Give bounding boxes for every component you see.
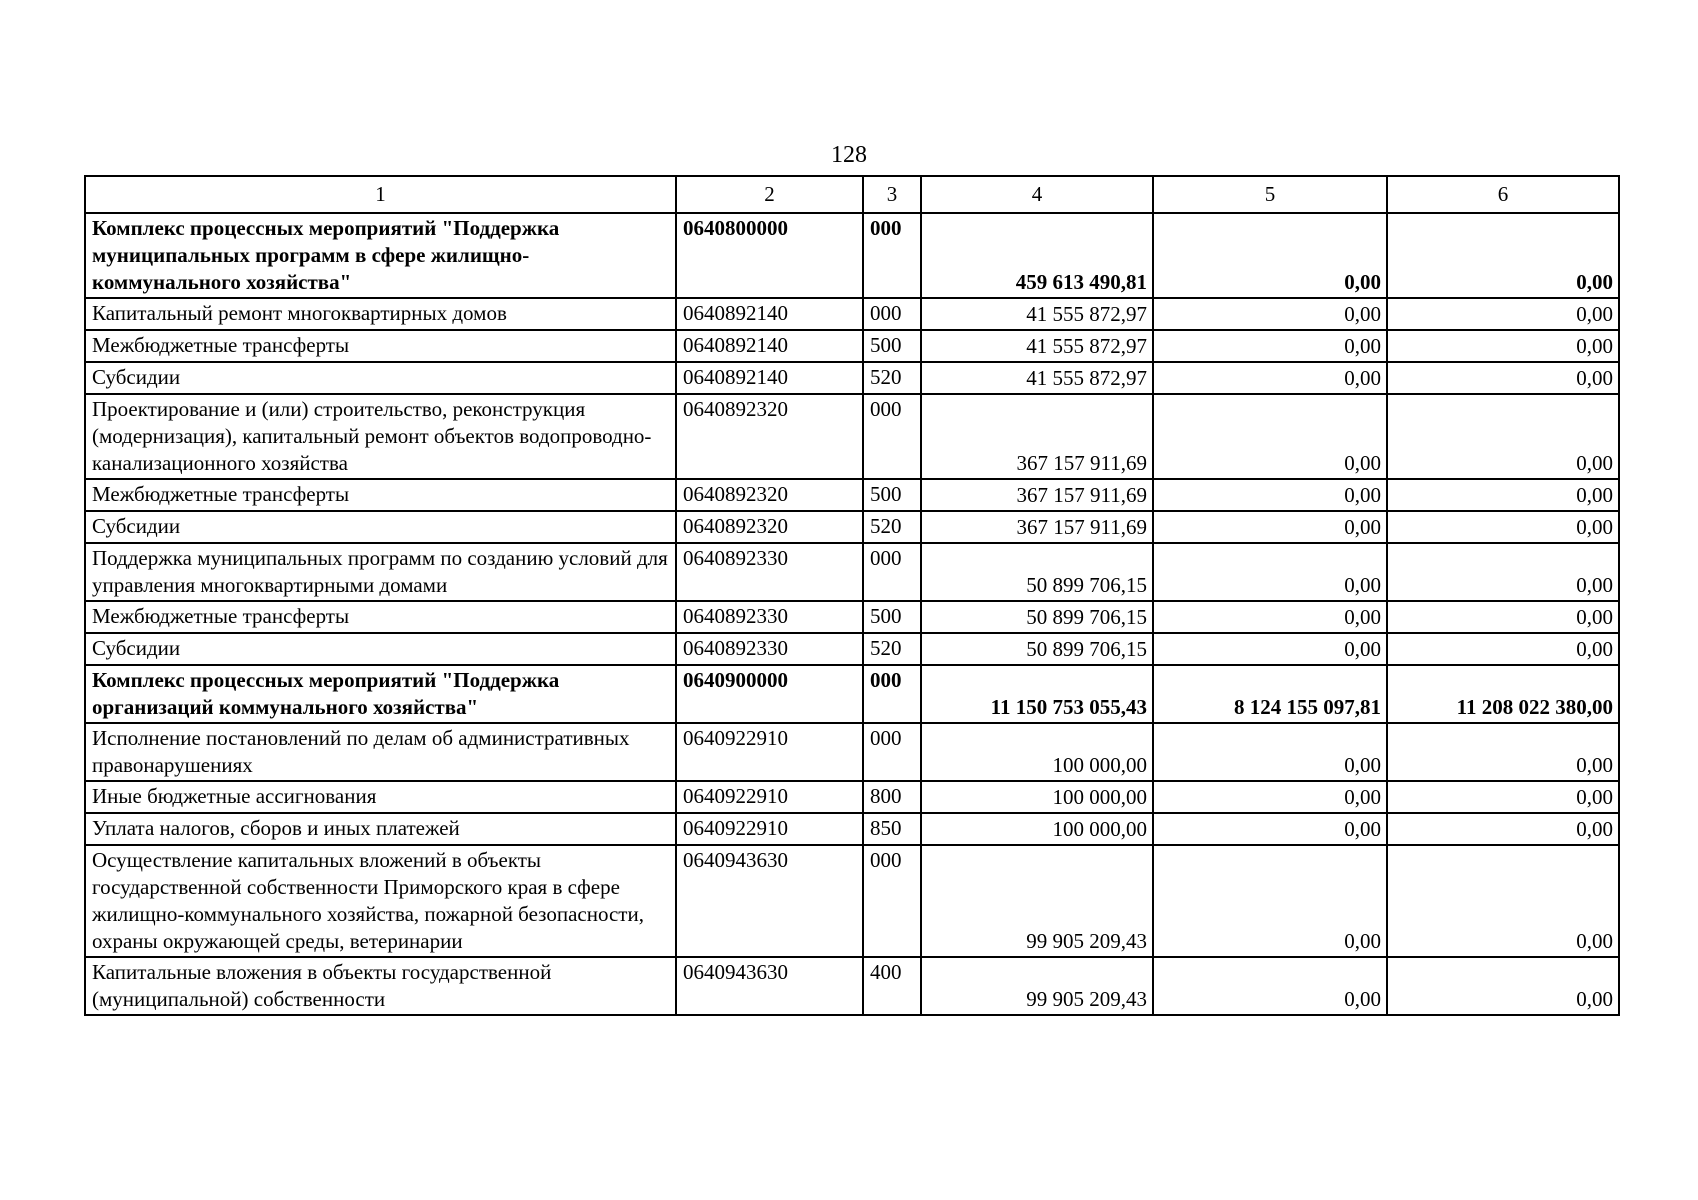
row-value-6: 0,00 <box>1387 330 1619 362</box>
row-type: 000 <box>863 213 921 298</box>
row-value-6: 0,00 <box>1387 479 1619 511</box>
row-value-6: 0,00 <box>1387 213 1619 298</box>
row-type: 400 <box>863 957 921 1015</box>
row-value-5: 8 124 155 097,81 <box>1153 665 1387 723</box>
table-row <box>85 723 1619 781</box>
row-name: Капитальный ремонт многоквартирных домов <box>85 298 676 330</box>
row-value-5: 0,00 <box>1153 633 1387 665</box>
table-header <box>85 176 1619 213</box>
row-value-4: 459 613 490,81 <box>921 213 1153 298</box>
row-value-4: 11 150 753 055,43 <box>921 665 1153 723</box>
row-code: 0640892320 <box>676 479 863 511</box>
row-type: 850 <box>863 813 921 845</box>
row-code: 0640800000 <box>676 213 863 298</box>
table-row <box>85 213 1619 298</box>
row-value-4: 367 157 911,69 <box>921 394 1153 479</box>
row-value-6: 0,00 <box>1387 601 1619 633</box>
row-name: Субсидии <box>85 511 676 543</box>
row-type: 000 <box>863 394 921 479</box>
row-type: 000 <box>863 723 921 781</box>
row-type: 500 <box>863 601 921 633</box>
row-name: Комплекс процессных мероприятий "Поддержка муниципальных программ в сфере жилищно-коммунального хозяйства" <box>85 213 676 298</box>
row-value-4: 99 905 209,43 <box>921 957 1153 1015</box>
table-row <box>85 511 1619 543</box>
row-name: Исполнение постановлений по делам об административных правонарушениях <box>85 723 676 781</box>
row-value-5: 0,00 <box>1153 330 1387 362</box>
table-row <box>85 813 1619 845</box>
row-value-4: 100 000,00 <box>921 723 1153 781</box>
table-row <box>85 543 1619 601</box>
table-row <box>85 633 1619 665</box>
row-value-6: 0,00 <box>1387 298 1619 330</box>
row-code: 0640900000 <box>676 665 863 723</box>
row-value-6: 0,00 <box>1387 845 1619 957</box>
row-value-5: 0,00 <box>1153 213 1387 298</box>
row-code: 0640892140 <box>676 298 863 330</box>
row-value-6: 0,00 <box>1387 723 1619 781</box>
row-code: 0640922910 <box>676 781 863 813</box>
row-code: 0640892140 <box>676 330 863 362</box>
row-code: 0640892330 <box>676 633 863 665</box>
row-value-5: 0,00 <box>1153 511 1387 543</box>
row-code: 0640892140 <box>676 362 863 394</box>
table-row <box>85 330 1619 362</box>
row-name: Проектирование и (или) строительство, реконструкция (модернизация), капитальный ремонт объектов водопроводно-канализационного хозяйства <box>85 394 676 479</box>
row-value-5: 0,00 <box>1153 543 1387 601</box>
row-value-5: 0,00 <box>1153 362 1387 394</box>
row-value-6: 0,00 <box>1387 394 1619 479</box>
row-code: 0640943630 <box>676 957 863 1015</box>
row-type: 800 <box>863 781 921 813</box>
row-name: Иные бюджетные ассигнования <box>85 781 676 813</box>
row-value-6: 0,00 <box>1387 633 1619 665</box>
row-value-6: 0,00 <box>1387 511 1619 543</box>
row-value-4: 367 157 911,69 <box>921 479 1153 511</box>
row-value-5: 0,00 <box>1153 957 1387 1015</box>
row-name: Субсидии <box>85 633 676 665</box>
table-row <box>85 665 1619 723</box>
row-type: 520 <box>863 633 921 665</box>
row-code: 0640943630 <box>676 845 863 957</box>
row-code: 0640892330 <box>676 543 863 601</box>
row-value-4: 41 555 872,97 <box>921 330 1153 362</box>
row-value-5: 0,00 <box>1153 601 1387 633</box>
row-value-4: 50 899 706,15 <box>921 601 1153 633</box>
row-name: Межбюджетные трансферты <box>85 601 676 633</box>
row-value-4: 50 899 706,15 <box>921 543 1153 601</box>
header-col-6: 6 <box>1387 176 1619 213</box>
row-value-5: 0,00 <box>1153 298 1387 330</box>
row-value-5: 0,00 <box>1153 723 1387 781</box>
row-name: Комплекс процессных мероприятий "Поддержка организаций коммунального хозяйства" <box>85 665 676 723</box>
row-code: 0640922910 <box>676 723 863 781</box>
row-value-5: 0,00 <box>1153 813 1387 845</box>
row-value-6: 0,00 <box>1387 781 1619 813</box>
row-name: Уплата налогов, сборов и иных платежей <box>85 813 676 845</box>
row-type: 000 <box>863 543 921 601</box>
row-value-5: 0,00 <box>1153 394 1387 479</box>
row-code: 0640892330 <box>676 601 863 633</box>
row-value-4: 50 899 706,15 <box>921 633 1153 665</box>
row-type: 500 <box>863 479 921 511</box>
table-row <box>85 957 1619 1015</box>
row-name: Капитальные вложения в объекты государственной (муниципальной) собственности <box>85 957 676 1015</box>
header-col-4: 4 <box>921 176 1153 213</box>
row-value-6: 11 208 022 380,00 <box>1387 665 1619 723</box>
row-name: Субсидии <box>85 362 676 394</box>
row-type: 500 <box>863 330 921 362</box>
row-value-4: 99 905 209,43 <box>921 845 1153 957</box>
row-type: 000 <box>863 298 921 330</box>
row-name: Межбюджетные трансферты <box>85 330 676 362</box>
header-col-2: 2 <box>676 176 863 213</box>
row-value-4: 100 000,00 <box>921 813 1153 845</box>
table-row <box>85 845 1619 957</box>
row-value-4: 41 555 872,97 <box>921 362 1153 394</box>
table-row <box>85 362 1619 394</box>
row-value-4: 41 555 872,97 <box>921 298 1153 330</box>
header-col-1: 1 <box>85 176 676 213</box>
row-value-5: 0,00 <box>1153 479 1387 511</box>
row-type: 000 <box>863 665 921 723</box>
row-code: 0640892320 <box>676 394 863 479</box>
row-code: 0640922910 <box>676 813 863 845</box>
row-value-4: 367 157 911,69 <box>921 511 1153 543</box>
header-col-5: 5 <box>1153 176 1387 213</box>
table-row <box>85 781 1619 813</box>
row-name: Межбюджетные трансферты <box>85 479 676 511</box>
table-body <box>85 213 1619 1015</box>
row-value-5: 0,00 <box>1153 781 1387 813</box>
page-number: 128 <box>831 142 867 168</box>
table-row <box>85 298 1619 330</box>
row-type: 520 <box>863 362 921 394</box>
header-row <box>85 176 1619 213</box>
row-value-6: 0,00 <box>1387 957 1619 1015</box>
row-value-4: 100 000,00 <box>921 781 1153 813</box>
table-row <box>85 479 1619 511</box>
row-type: 000 <box>863 845 921 957</box>
row-name: Осуществление капитальных вложений в объекты государственной собственности Приморского края в сфере жилищно-коммунального хозяйства, пожарной безопасности, охраны окружающей среды, ветеринарии <box>85 845 676 957</box>
row-value-6: 0,00 <box>1387 813 1619 845</box>
row-value-6: 0,00 <box>1387 362 1619 394</box>
table-row <box>85 601 1619 633</box>
row-name: Поддержка муниципальных программ по созданию условий для управления многоквартирными домами <box>85 543 676 601</box>
table-row <box>85 394 1619 479</box>
row-type: 520 <box>863 511 921 543</box>
row-code: 0640892320 <box>676 511 863 543</box>
row-value-6: 0,00 <box>1387 543 1619 601</box>
budget-table <box>84 175 1620 1016</box>
header-col-3: 3 <box>863 176 921 213</box>
row-value-5: 0,00 <box>1153 845 1387 957</box>
